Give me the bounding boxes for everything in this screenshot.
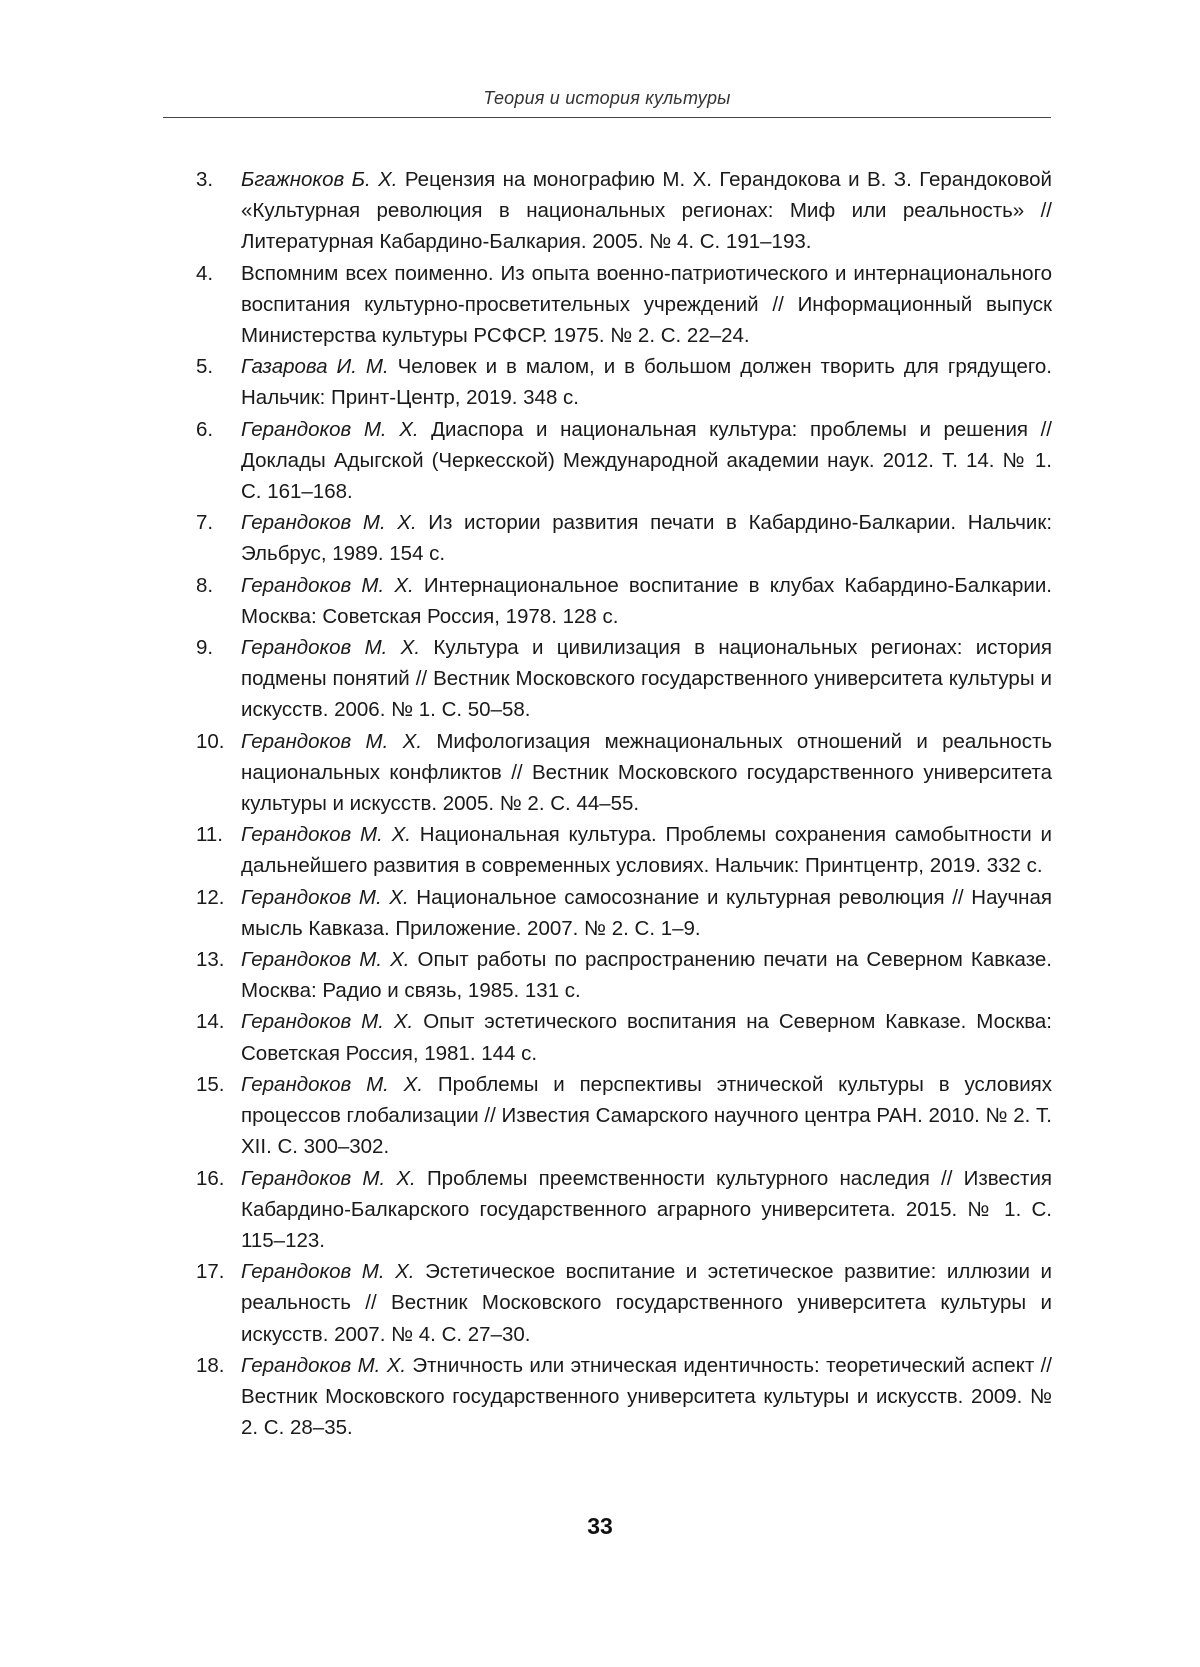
reference-text: Диаспора и национальная культура: проблемы и решения // Доклады Адыгской (Черкесской) Международной академии наук. 2012. Т. 14. № 1. С. 161–168. <box>241 417 1052 504</box>
running-header: Теория и история культуры <box>483 88 731 108</box>
reference-text: Национальная культура. Проблемы сохранения самобытности и дальнейшего развития в современных условиях. Нальчик: Принтцентр, 2019. 332 с. <box>241 823 1052 878</box>
reference-item <box>196 1006 1052 1068</box>
reference-number: 8. <box>196 573 214 597</box>
reference-item <box>196 1069 1052 1163</box>
reference-author: Герандоков М. Х. <box>241 1353 407 1377</box>
reference-number: 5. <box>196 355 214 379</box>
reference-item <box>196 1163 1052 1257</box>
reference-author: Бгажноков Б. Х. <box>241 168 398 191</box>
reference-number: 11. <box>196 823 223 847</box>
header-rule <box>163 117 1051 118</box>
reference-text: Рецензия на монографию М. Х. Герандокова и В. З. Герандоковой «Культурная революция в национальных регионах: Миф или реальность» // Литературная Кабардино-Балкария. 2005. № 4. С. 191–193. <box>241 168 1053 254</box>
reference-text: Проблемы преемственности культурного наследия // Известия Кабардино-Балкарского государственного аграрного университета. 2015. № 1. С. 115–123. <box>241 1166 1053 1252</box>
reference-author: Герандоков М. Х. <box>241 636 421 660</box>
reference-item <box>196 351 1052 413</box>
reference-text: Эстетическое воспитание и эстетическое развитие: иллюзии и реальность // Вестник Московского государственного университета культуры и искусств. 2007. № 4. С. 27–30. <box>241 1260 1052 1346</box>
reference-item <box>196 258 1052 352</box>
reference-number: 16. <box>196 1166 225 1190</box>
reference-number: 18. <box>196 1353 225 1377</box>
reference-text: Опыт работы по распространению печати на Северном Кавказе. Москва: Радио и связь, 1985. 131 с. <box>241 948 1052 1003</box>
reference-item <box>196 164 1052 258</box>
reference-number: 10. <box>196 729 225 753</box>
reference-author: Газарова И. М. <box>241 355 389 379</box>
reference-number: 13. <box>196 948 225 972</box>
reference-number: 4. <box>196 261 214 285</box>
reference-text: Интернациональное воспитание в клубах Кабардино-Балкарии. Москва: Советская Россия, 1978. 128 с. <box>241 573 1052 628</box>
reference-author: Герандоков М. Х. <box>241 885 409 909</box>
reference-text: Из истории развития печати в Кабардино-Балкарии. Нальчик: Эльбрус, 1989. 154 с. <box>241 511 1053 566</box>
reference-text: Вспомним всех поименно. Из опыта военно-патриотического и интернационального воспитания культурно-просветительных учреждений // Информационный выпуск Министерства культуры РСФСР. 1975. № 2. С. 22–24. <box>241 261 1052 348</box>
reference-number: 6. <box>196 417 214 441</box>
reference-text: Опыт эстетического воспитания на Северном Кавказе. Москва: Советская Россия, 1981. 144 с. <box>241 1010 1052 1065</box>
reference-list <box>196 164 1052 1443</box>
reference-number: 14. <box>196 1010 225 1034</box>
reference-text: Культура и цивилизация в национальных регионах: история подмены понятий // Вестник Московского государственного университета культуры и искусств. 2006. № 1. С. 50–58. <box>241 636 1053 722</box>
reference-number: 12. <box>196 885 225 909</box>
reference-item <box>196 414 1052 508</box>
reference-item <box>196 632 1052 726</box>
reference-author: Герандоков М. Х. <box>241 1072 424 1096</box>
reference-author: Герандоков М. Х. <box>241 417 419 441</box>
reference-number: 17. <box>196 1260 225 1284</box>
reference-number: 9. <box>196 636 214 660</box>
reference-author: Герандоков М. Х. <box>241 573 414 597</box>
reference-number: 7. <box>196 511 214 535</box>
reference-item <box>196 507 1052 569</box>
reference-item <box>196 819 1052 881</box>
reference-author: Герандоков М. Х. <box>241 1260 415 1284</box>
reference-item <box>196 1350 1052 1444</box>
reference-text: Проблемы и перспективы этнической культуры в условиях процессов глобализации // Известия Самарского научного центра РАН. 2010. № 2. Т. XII. С. 300–302. <box>241 1072 1053 1159</box>
reference-author: Герандоков М. Х. <box>241 511 417 535</box>
reference-text: Человек и в малом, и в большом должен творить для грядущего. Нальчик: Принт-Центр, 2019. 348 с. <box>241 355 1052 410</box>
reference-item <box>196 944 1052 1006</box>
reference-author: Герандоков М. Х. <box>241 729 423 753</box>
reference-author: Герандоков М. Х. <box>241 1166 416 1190</box>
reference-item <box>196 1256 1052 1350</box>
reference-item <box>196 882 1052 944</box>
reference-item <box>196 570 1052 632</box>
reference-text: Национальное самосознание и культурная революция // Научная мысль Кавказа. Приложение. 2007. № 2. С. 1–9. <box>241 885 1052 940</box>
reference-number: 3. <box>196 168 214 191</box>
reference-author: Герандоков М. Х. <box>241 1010 414 1034</box>
reference-text: Мифологизация межнациональных отношений и реальность национальных конфликтов // Вестник Московского государственного университета культуры и искусств. 2005. № 2. С. 44–55. <box>241 729 1053 816</box>
reference-author: Герандоков М. Х. <box>241 948 410 972</box>
reference-author: Герандоков М. Х. <box>241 823 411 847</box>
reference-item <box>196 726 1052 820</box>
page-number: 33 <box>587 1513 613 1539</box>
reference-text: Этничность или этническая идентичность: теоретический аспект // Вестник Московского государственного университета культуры и искусств. 2009. № 2. С. 28–35. <box>241 1353 1053 1440</box>
reference-number: 15. <box>196 1072 225 1096</box>
